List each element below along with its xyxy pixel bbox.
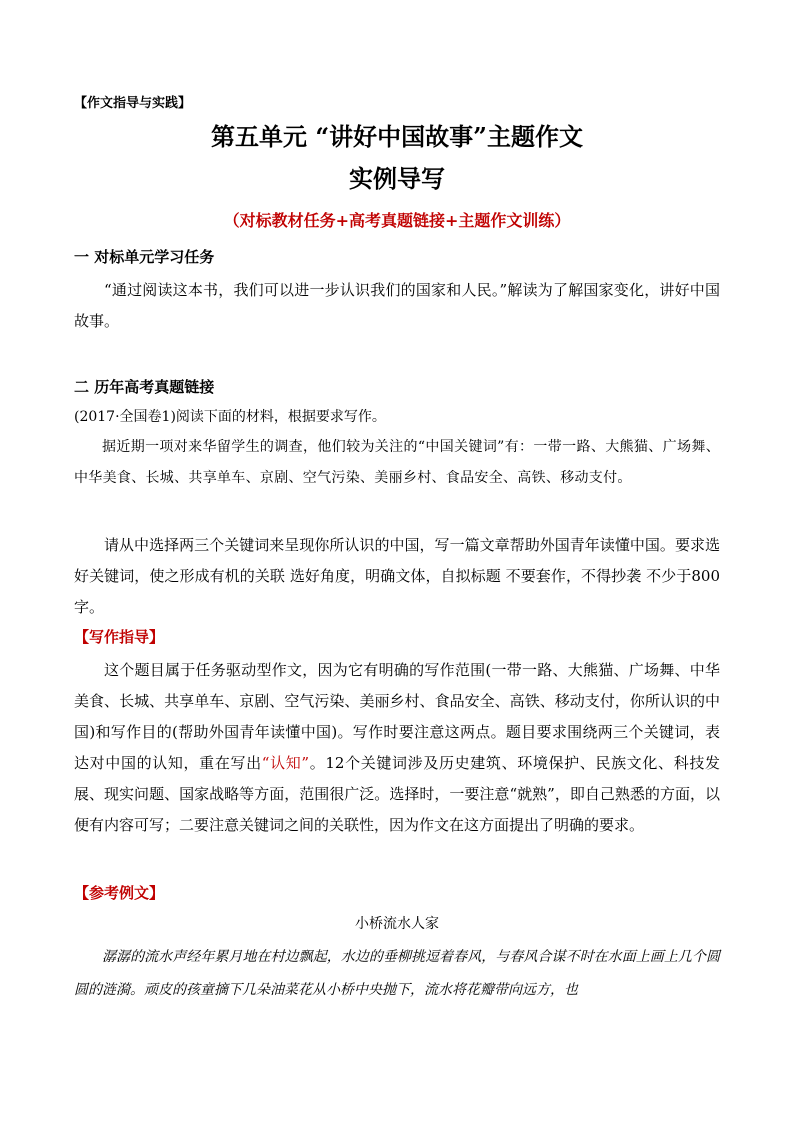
guide-paragraph xyxy=(74,655,720,841)
guide-highlight: “认知” xyxy=(261,754,310,772)
exam-requirement: 请从中选择两三个关键词来呈现你所认识的中国，写一篇文章帮助外国青年读懂中国。要求选好关键词，使之形成有机的关联 选好角度，明确文体，自拟标题 不要套作，不得抄袭 不少于800字。 xyxy=(74,536,720,616)
page-title-line2: 实例导写 xyxy=(349,164,445,193)
exam-material: 据近期一项对来华留学生的调查，他们较为关注的“中国关键词”有：一带一路、大熊猫、广场舞、中华美食、长城、共享单车、京剧、空气污染、美丽乡村、食品安全、高铁、移动支付。 xyxy=(74,439,720,486)
essay-paragraph: 潺潺的流水声经年累月地在村边飘起，水边的垂柳挑逗着春风，与春风合谋不时在水面上画上几个圆圆的涟漪。顽皮的孩童摘下几朵油菜花从小桥中央抛下，流水将花瓣带向远方，也 xyxy=(74,949,720,998)
exam-source: (2017·全国卷1)阅读下面的材料，根据要求写作。 xyxy=(74,409,386,425)
section-heading-task: 一 对标单元学习任务 xyxy=(74,248,215,266)
guide-text-part2: 。12个关键词涉及历史建筑、环境保护、民族文化、科技发展、现实问题、国家战略等方面，范围很广泛。选择时，一要注意“就熟”，即自己熟悉的方面，以便有内容可写；二要注意关键词之间的关联性，因为作文在这方面提出了明确的要求。 xyxy=(74,754,720,834)
essay-title: 小桥流水人家 xyxy=(355,916,439,932)
guide-heading: 【写作指导】 xyxy=(74,628,165,646)
task-paragraph: “通过阅读这本书，我们可以进一步认识我们的国家和人民。”解读为了解国家变化，讲好中国故事。 xyxy=(74,281,720,330)
section-tag: 【作文指导与实践】 xyxy=(74,96,192,111)
section-heading-exam: 二 历年高考真题链接 xyxy=(74,378,215,396)
guide-text-part1: 这个题目属于任务驱动型作文，因为它有明确的写作范围(一带一路、大熊猫、广场舞、中华美食、长城、共享单车、京剧、空气污染、美丽乡村、食品安全、高铁、移动支付，你所认识的中国)和写作目的(帮助外国青年读懂中国)。写作时要注意这两点。题目要求围绕两三个关键词，表达对中国的认知，重在写出 xyxy=(74,661,720,772)
page-subtitle: （对标教材任务+高考真题链接+主题作文训练） xyxy=(223,211,571,230)
page-title: 第五单元 “讲好中国故事”主题作文 xyxy=(211,122,583,151)
example-heading: 【参考例文】 xyxy=(74,884,165,902)
